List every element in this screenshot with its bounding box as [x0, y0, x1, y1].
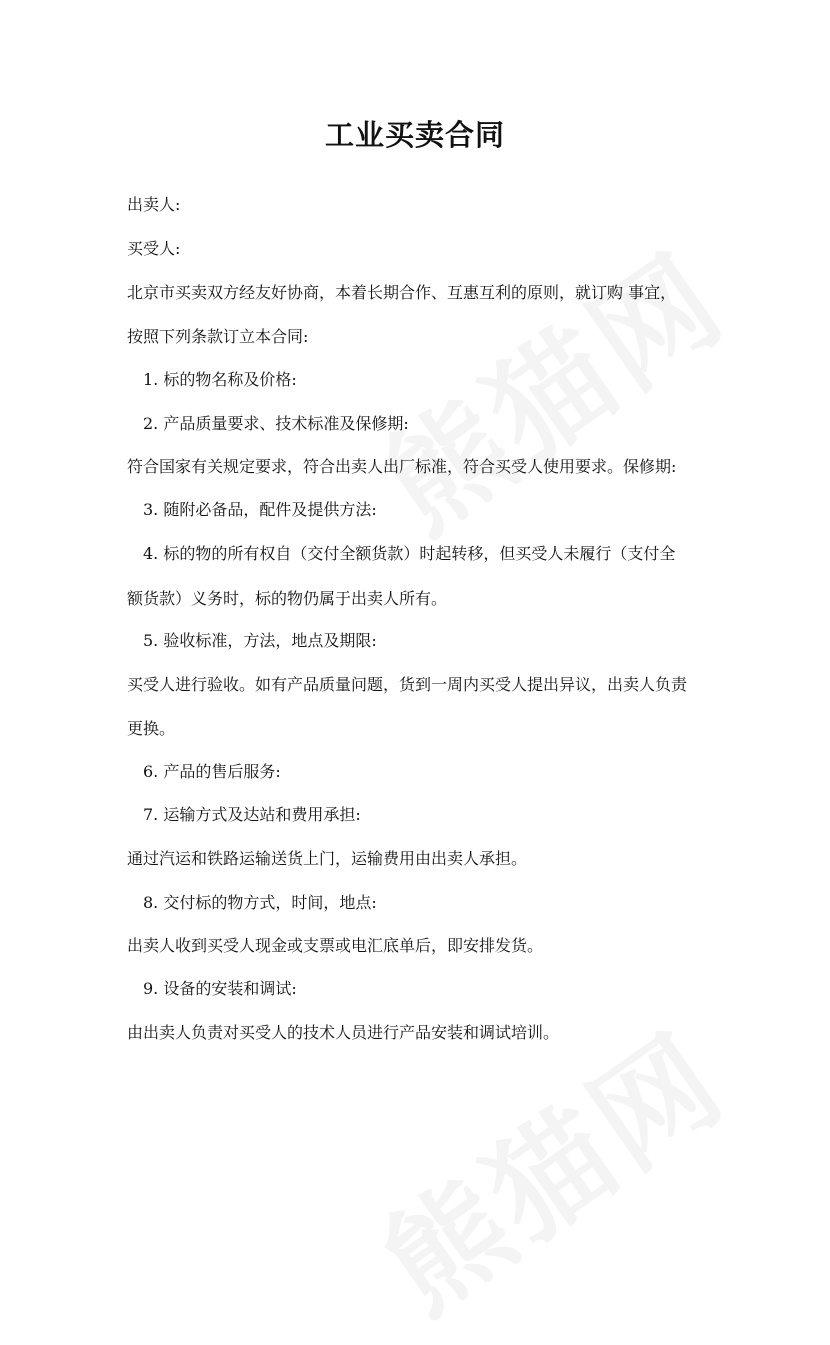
intro-paragraph-line: 北京市买卖双方经友好协商，本着长期合作、互惠互利的原则，就订购 事宜， [127, 283, 677, 302]
clause-body: 符合国家有关规定要求，符合出卖人出厂标准，符合买受人使用要求。保修期: [127, 457, 677, 476]
clause-heading: 3. 随附必备品，配件及提供方法: [143, 500, 377, 519]
clause-body: 由出卖人负责对买受人的技术人员进行产品安装和调试培训。 [127, 1023, 560, 1042]
clause-body: 买受人进行验收。如有产品质量问题，货到一周内买受人提出异议，出卖人负责 [127, 675, 688, 694]
buyer-line: 买受人: [127, 239, 181, 258]
clause-heading: 9. 设备的安装和调试: [143, 979, 297, 998]
clause-heading: 8. 交付标的物方式，时间，地点: [143, 893, 377, 912]
intro-paragraph-line: 按照下列条款订立本合同: [127, 327, 309, 346]
clause-body: 通过汽运和铁路运输送货上门，运输费用由出卖人承担。 [127, 849, 528, 868]
clause-heading: 5. 验收标准，方法，地点及期限: [143, 631, 377, 650]
clause-body: 出卖人收到买受人现金或支票或电汇底单后，即安排发货。 [127, 936, 544, 955]
watermark-graphic [345, 207, 753, 565]
clause-heading: 6. 产品的售后服务: [143, 762, 281, 781]
clause-body: 额货款）义务时，标的物仍属于出卖人所有。 [127, 589, 448, 608]
clause-heading: 1. 标的物名称及价格: [143, 370, 297, 389]
clause-body: 更换。 [127, 719, 176, 738]
seller-line: 出卖人: [127, 195, 181, 214]
clause-heading: 2. 产品质量要求、技术标准及保修期: [143, 414, 409, 433]
clause-heading: 7. 运输方式及达站和费用承担: [143, 805, 361, 824]
document-title: 工业买卖合同 [324, 118, 505, 152]
clause-heading: 4. 标的物的所有权自（交付全额货款）时起转移，但买受人未履行（支付全 [143, 544, 676, 563]
